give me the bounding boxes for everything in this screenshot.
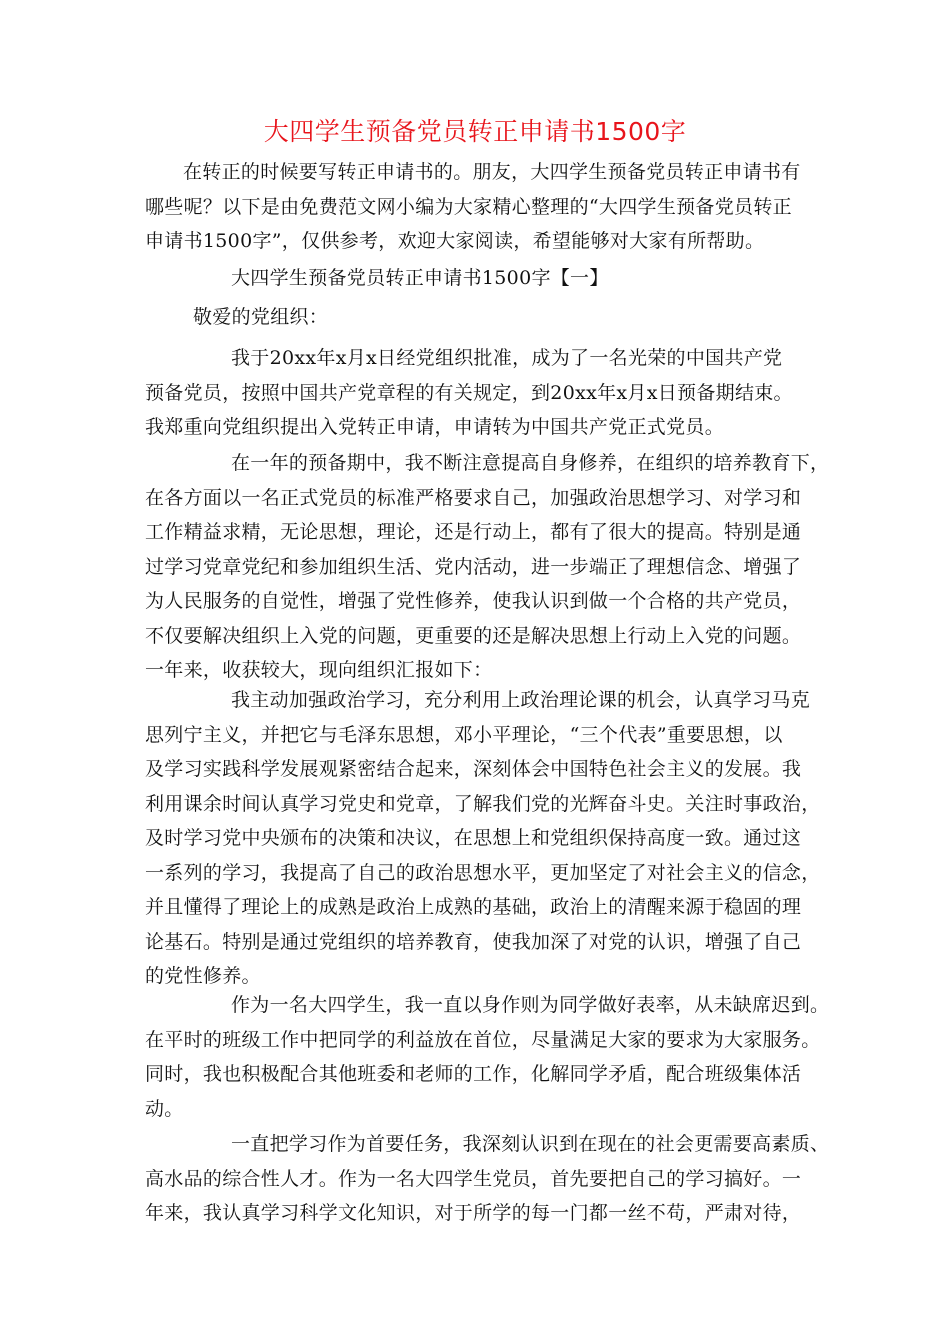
paragraph-line: 我主动加强政治学习，充分利用上政治理论课的机会，认真学习马克 <box>231 689 811 711</box>
paragraph-line: 在各方面以一名正式党员的标准严格要求自己，加强政治思想学习、对学习和 <box>145 486 802 509</box>
body-paragraph-4 <box>145 988 830 1126</box>
document-title: 大四学生预备党员转正申请书1500字 <box>263 117 687 146</box>
paragraph-line: 及时学习党中央颁布的决策和决议，在思想上和党组织保持高度一致。通过这 <box>145 827 802 849</box>
paragraph-line: 一年来，收获较大，现向组织汇报如下： <box>145 659 493 681</box>
paragraph-line: 预备党员，按照中国共产党章程的有关规定，到20xx年x月x日预备期结束。 <box>145 381 793 404</box>
intro-line: 哪些呢？以下是由免费范文网小编为大家精心整理的“大四学生预备党员转正 <box>145 195 792 218</box>
body-paragraph-5 <box>145 1127 830 1231</box>
paragraph-line: 一直把学习作为首要任务，我深刻认识到在现在的社会更需要高素质、 <box>231 1133 830 1155</box>
paragraph-line: 在平时的班级工作中把同学的利益放在首位，尽量满足大家的要求为大家服务。 <box>145 1028 821 1051</box>
paragraph-line: 一系列的学习，我提高了自己的政治思想水平，更加坚定了对社会主义的信念， <box>145 861 821 884</box>
paragraph-line: 论基石。特别是通过党组织的培养教育，使我加深了对党的认识，增强了自己 <box>145 930 802 953</box>
paragraph-line: 作为一名大四学生，我一直以身作则为同学做好表率，从未缺席迟到。 <box>231 994 830 1016</box>
paragraph-line: 我于20xx年x月x日经党组织批准，成为了一名光荣的中国共产党 <box>231 347 783 369</box>
intro-paragraph <box>145 155 810 259</box>
paragraph-line: 工作精益求精，无论思想，理论，还是行动上，都有了很大的提高。特别是通 <box>145 521 802 543</box>
paragraph-line: 不仅要解决组织上入党的问题，更重要的还是解决思想上行动上入党的问题。 <box>145 624 802 647</box>
body-paragraph-3 <box>145 683 821 994</box>
paragraph-line: 思列宁主义，并把它与毛泽东思想，邓小平理论，“三个代表”重要思想，以 <box>145 723 783 746</box>
intro-line: 在转正的时候要写转正申请书的。朋友，大四学生预备党员转正申请书有 <box>183 161 801 183</box>
paragraph-line: 及学习实践科学发展观紧密结合起来，深刻体会中国特色社会主义的发展。我 <box>145 758 802 780</box>
paragraph-line: 我郑重向党组织提出入党转正申请，申请转为中国共产党正式党员。 <box>145 416 725 438</box>
salutation-text: 敬爱的党组织： <box>193 306 329 328</box>
paragraph-line: 动。 <box>145 1097 184 1120</box>
section-heading-text: 大四学生预备党员转正申请书1500字【一】 <box>231 267 609 289</box>
section-heading <box>145 261 810 296</box>
paragraph-line: 的党性修养。 <box>145 965 261 987</box>
body-paragraph-1 <box>145 341 810 445</box>
paragraph-line: 并且懂得了理论上的成熟是政治上成熟的基础，政治上的清醒来源于稳固的理 <box>145 896 802 918</box>
paragraph-line: 利用课余时间认真学习党史和党章，了解我们党的光辉奋斗史。关注时事政治， <box>145 792 821 815</box>
paragraph-line: 在一年的预备期中，我不断注意提高自身修养，在组织的培养教育下， <box>231 452 830 474</box>
paragraph-line: 同时，我也积极配合其他班委和老师的工作，化解同学矛盾，配合班级集体活 <box>145 1063 802 1085</box>
paragraph-line: 年来，我认真学习科学文化知识，对于所学的每一门都一丝不苟，严肃对待， <box>145 1202 802 1224</box>
body-paragraph-2 <box>145 446 830 688</box>
paragraph-line: 过学习党章党纪和参加组织生活、党内活动，进一步端正了理想信念、增强了 <box>145 555 802 578</box>
salutation <box>145 300 810 335</box>
intro-line: 申请书1500字”，仅供参考，欢迎大家阅读，希望能够对大家有所帮助。 <box>145 230 765 252</box>
paragraph-line: 高水品的综合性人才。作为一名大四学生党员，首先要把自己的学习搞好。一 <box>145 1167 802 1190</box>
paragraph-line: 为人民服务的自觉性，增强了党性修养，使我认识到做一个合格的共产党员， <box>145 590 802 612</box>
